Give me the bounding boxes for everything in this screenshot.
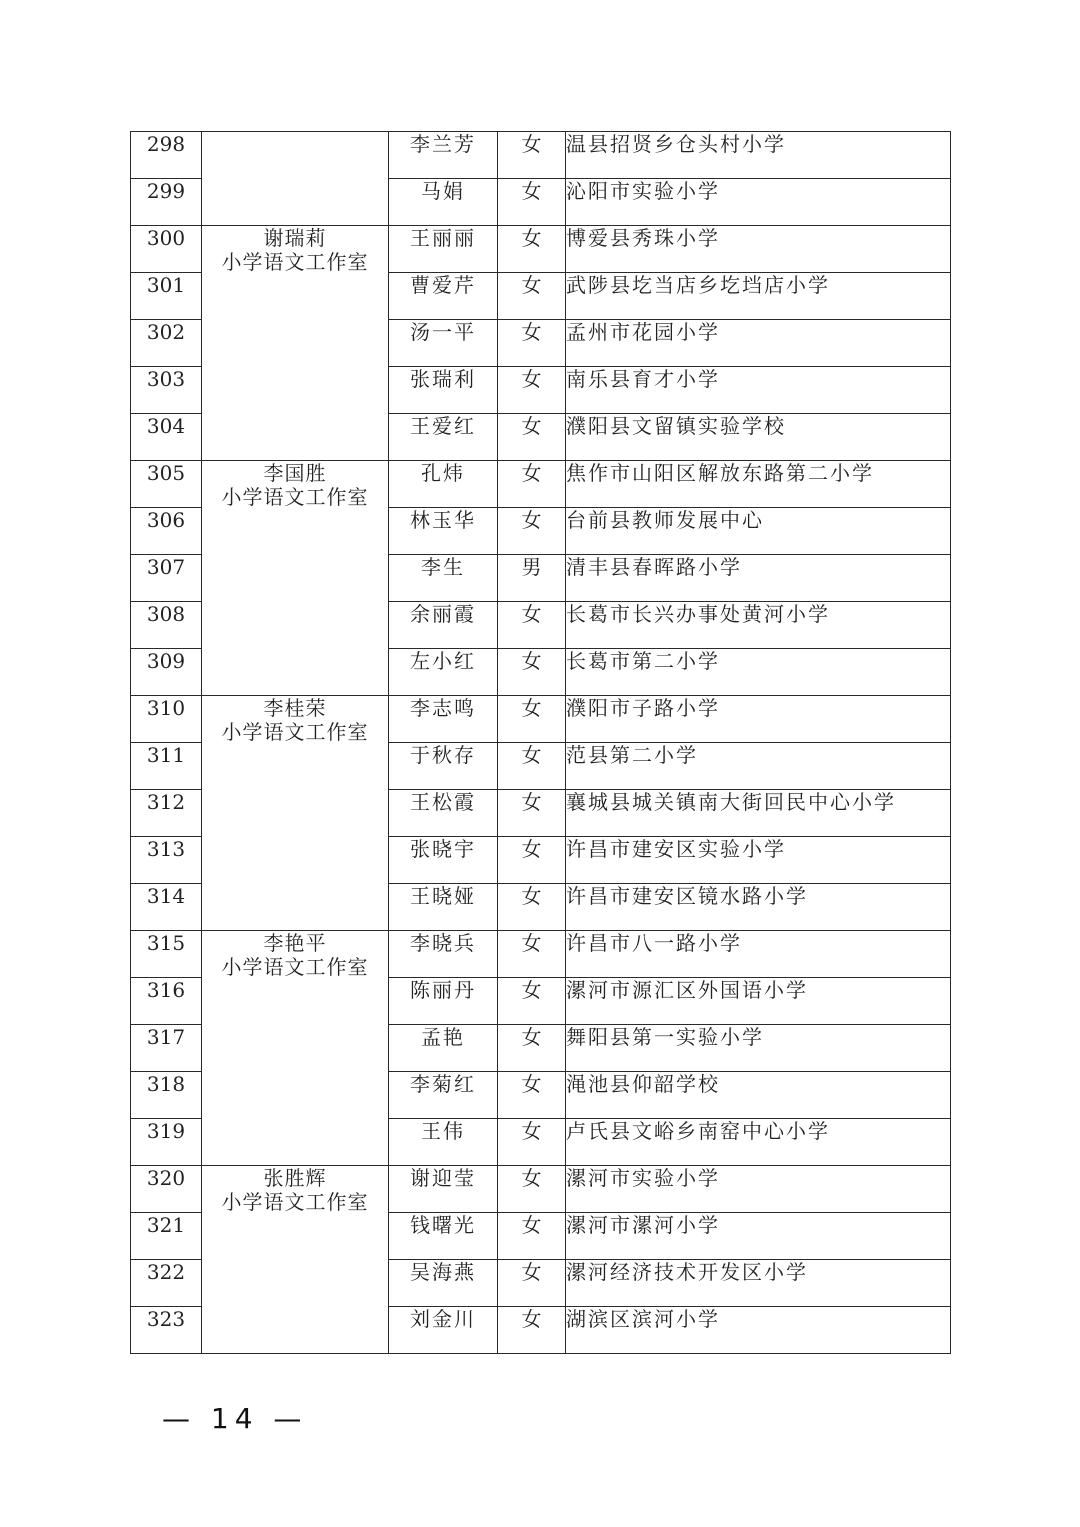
member-school: 卢氏县文峪乡南窑中心小学 — [566, 1119, 951, 1166]
studio-leader: 李国胜 — [263, 461, 327, 485]
member-school: 长葛市第二小学 — [566, 649, 951, 696]
member-gender: 女 — [498, 1119, 566, 1166]
row-number: 318 — [131, 1072, 202, 1119]
table-row — [131, 461, 951, 508]
group-cell — [202, 461, 389, 696]
member-name: 王晓娅 — [389, 884, 498, 931]
member-gender: 男 — [498, 555, 566, 602]
member-school: 漯河经济技术开发区小学 — [566, 1260, 951, 1307]
member-name: 张晓宇 — [389, 837, 498, 884]
studio-name: 小学语文工作室 — [221, 250, 369, 274]
member-name: 王爱红 — [389, 414, 498, 461]
member-name: 左小红 — [389, 649, 498, 696]
row-number: 314 — [131, 884, 202, 931]
member-name: 钱曙光 — [389, 1213, 498, 1260]
member-name: 王松霞 — [389, 790, 498, 837]
member-school: 范县第二小学 — [566, 743, 951, 790]
member-school: 温县招贤乡仓头村小学 — [566, 132, 951, 179]
page-number: — 14 — — [162, 1402, 308, 1435]
member-name: 于秋存 — [389, 743, 498, 790]
row-number: 309 — [131, 649, 202, 696]
member-school: 台前县教师发展中心 — [566, 508, 951, 555]
member-school: 南乐县育才小学 — [566, 367, 951, 414]
member-gender: 女 — [498, 1307, 566, 1354]
member-gender: 女 — [498, 837, 566, 884]
group-cell — [202, 931, 389, 1166]
table-row — [131, 931, 951, 978]
member-school: 武陟县圪当店乡圪垱店小学 — [566, 273, 951, 320]
row-number: 322 — [131, 1260, 202, 1307]
member-name: 谢迎莹 — [389, 1166, 498, 1213]
member-gender: 女 — [498, 226, 566, 273]
member-name: 汤一平 — [389, 320, 498, 367]
row-number: 317 — [131, 1025, 202, 1072]
studio-name: 小学语文工作室 — [221, 1190, 369, 1214]
row-number: 315 — [131, 931, 202, 978]
member-school: 漯河市源汇区外国语小学 — [566, 978, 951, 1025]
member-name: 曹爱芹 — [389, 273, 498, 320]
member-school: 许昌市建安区镜水路小学 — [566, 884, 951, 931]
row-number: 301 — [131, 273, 202, 320]
member-gender: 女 — [498, 743, 566, 790]
member-gender: 女 — [498, 273, 566, 320]
studio-name: 小学语文工作室 — [221, 485, 369, 509]
member-school: 孟州市花园小学 — [566, 320, 951, 367]
member-school: 舞阳县第一实验小学 — [566, 1025, 951, 1072]
studio-leader: 李桂荣 — [263, 696, 327, 720]
member-name: 孟艳 — [389, 1025, 498, 1072]
row-number: 321 — [131, 1213, 202, 1260]
member-name: 李生 — [389, 555, 498, 602]
member-gender: 女 — [498, 461, 566, 508]
member-name: 张瑞利 — [389, 367, 498, 414]
member-name: 李兰芳 — [389, 132, 498, 179]
row-number: 323 — [131, 1307, 202, 1354]
row-number: 316 — [131, 978, 202, 1025]
member-name: 陈丽丹 — [389, 978, 498, 1025]
table-row — [131, 696, 951, 743]
member-school: 濮阳县文留镇实验学校 — [566, 414, 951, 461]
member-name: 余丽霞 — [389, 602, 498, 649]
row-number: 300 — [131, 226, 202, 273]
member-name: 吴海燕 — [389, 1260, 498, 1307]
member-school: 漯河市实验小学 — [566, 1166, 951, 1213]
row-number: 303 — [131, 367, 202, 414]
row-number: 308 — [131, 602, 202, 649]
member-name: 林玉华 — [389, 508, 498, 555]
member-school: 渑池县仰韶学校 — [566, 1072, 951, 1119]
row-number: 304 — [131, 414, 202, 461]
row-number: 306 — [131, 508, 202, 555]
group-cell — [202, 1166, 389, 1354]
member-gender: 女 — [498, 978, 566, 1025]
group-cell — [202, 132, 389, 226]
member-school: 沁阳市实验小学 — [566, 179, 951, 226]
studio-leader: 李艳平 — [263, 931, 327, 955]
member-gender: 女 — [498, 1072, 566, 1119]
member-gender: 女 — [498, 884, 566, 931]
row-number: 311 — [131, 743, 202, 790]
member-school: 许昌市建安区实验小学 — [566, 837, 951, 884]
member-school: 襄城县城关镇南大街回民中心小学 — [566, 790, 951, 837]
member-name: 李晓兵 — [389, 931, 498, 978]
member-name: 李菊红 — [389, 1072, 498, 1119]
member-name: 王伟 — [389, 1119, 498, 1166]
member-gender: 女 — [498, 320, 566, 367]
row-number: 299 — [131, 179, 202, 226]
member-gender: 女 — [498, 508, 566, 555]
group-cell — [202, 226, 389, 461]
row-number: 310 — [131, 696, 202, 743]
row-number: 320 — [131, 1166, 202, 1213]
member-gender: 女 — [498, 132, 566, 179]
member-school: 清丰县春晖路小学 — [566, 555, 951, 602]
table-row — [131, 132, 951, 179]
studio-name: 小学语文工作室 — [221, 720, 369, 744]
studio-leader: 张胜辉 — [263, 1166, 327, 1190]
member-school: 长葛市长兴办事处黄河小学 — [566, 602, 951, 649]
member-school: 焦作市山阳区解放东路第二小学 — [566, 461, 951, 508]
studio-leader: 谢瑞莉 — [263, 226, 327, 250]
member-gender: 女 — [498, 790, 566, 837]
member-gender: 女 — [498, 414, 566, 461]
member-name: 马娟 — [389, 179, 498, 226]
member-gender: 女 — [498, 1025, 566, 1072]
row-number: 298 — [131, 132, 202, 179]
row-number: 307 — [131, 555, 202, 602]
member-name: 孔炜 — [389, 461, 498, 508]
row-number: 305 — [131, 461, 202, 508]
row-number: 302 — [131, 320, 202, 367]
row-number: 312 — [131, 790, 202, 837]
member-school: 漯河市漯河小学 — [566, 1213, 951, 1260]
row-number: 313 — [131, 837, 202, 884]
member-school: 濮阳市子路小学 — [566, 696, 951, 743]
member-gender: 女 — [498, 1213, 566, 1260]
member-gender: 女 — [498, 696, 566, 743]
member-gender: 女 — [498, 1166, 566, 1213]
studio-name: 小学语文工作室 — [221, 955, 369, 979]
roster-table — [130, 131, 951, 1354]
member-school: 湖滨区滨河小学 — [566, 1307, 951, 1354]
member-gender: 女 — [498, 649, 566, 696]
member-name: 刘金川 — [389, 1307, 498, 1354]
table-row — [131, 1166, 951, 1213]
row-number: 319 — [131, 1119, 202, 1166]
member-gender: 女 — [498, 931, 566, 978]
member-gender: 女 — [498, 367, 566, 414]
member-gender: 女 — [498, 179, 566, 226]
member-school: 博爱县秀珠小学 — [566, 226, 951, 273]
member-school: 许昌市八一路小学 — [566, 931, 951, 978]
group-cell — [202, 696, 389, 931]
member-name: 王丽丽 — [389, 226, 498, 273]
member-name: 李志鸣 — [389, 696, 498, 743]
member-gender: 女 — [498, 1260, 566, 1307]
table-row — [131, 226, 951, 273]
member-gender: 女 — [498, 602, 566, 649]
